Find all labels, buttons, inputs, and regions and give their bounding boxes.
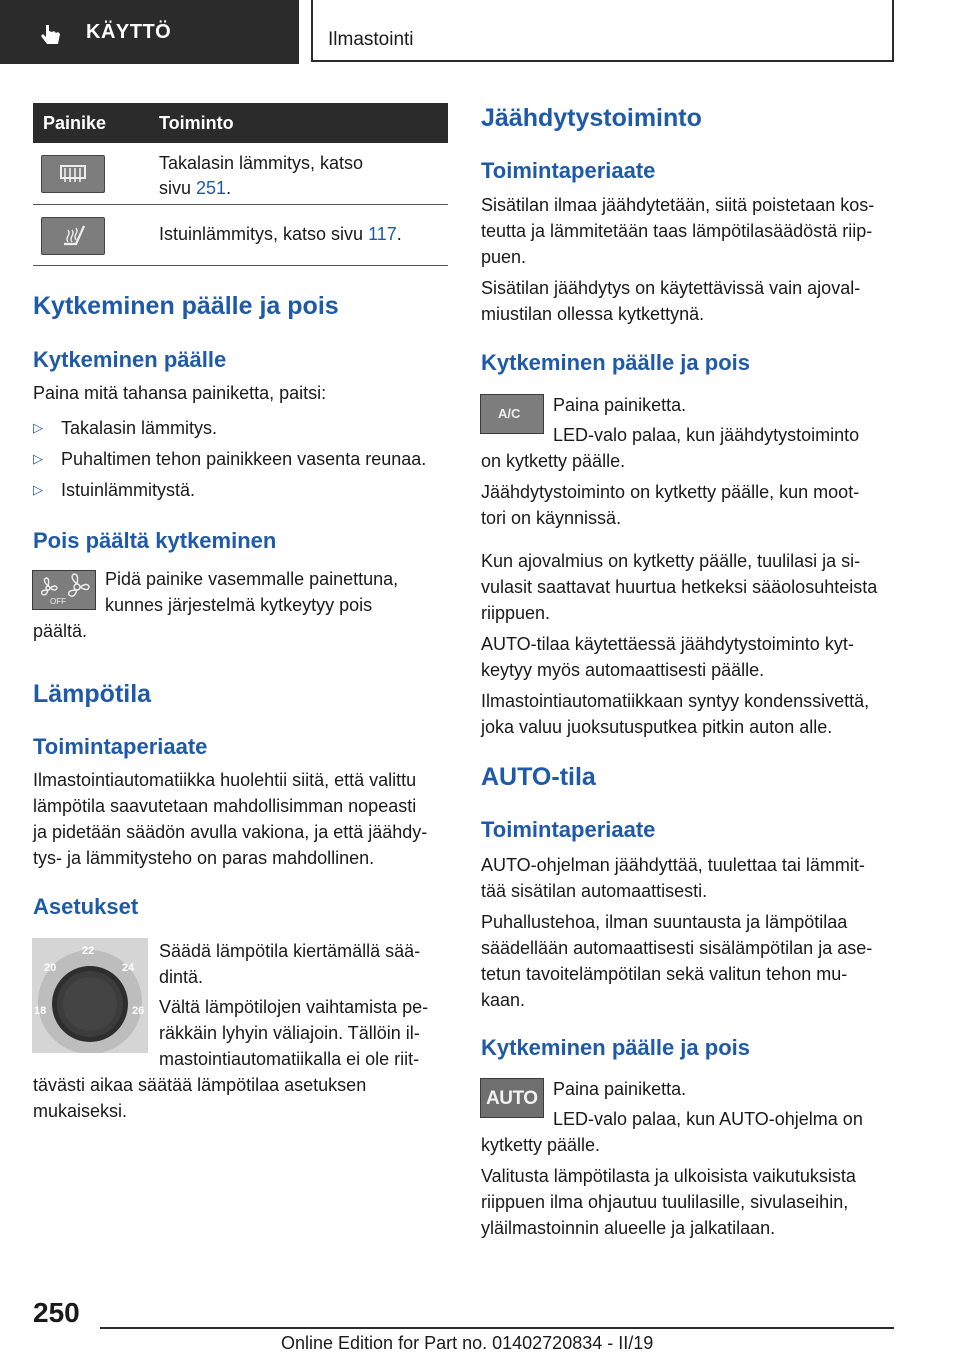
paragraph-line: on kytketty päälle. bbox=[481, 451, 626, 471]
page-number: 250 bbox=[33, 1297, 80, 1328]
page-link[interactable]: 251 bbox=[196, 178, 227, 198]
heading-principle: Toimintaperiaate bbox=[33, 734, 208, 759]
paragraph-line: miustilan ollessa kytkettynä. bbox=[481, 304, 705, 324]
paragraph-line: tetun tavoitelämpötilan sekä valitun tehon mu- bbox=[481, 964, 848, 984]
knob-mark-22: 22 bbox=[82, 945, 95, 957]
triangle-bullet-icon: ▷ bbox=[33, 451, 43, 466]
paragraph: Paina painiketta. bbox=[553, 1079, 687, 1099]
section-label: KÄYTTÖ bbox=[86, 21, 172, 43]
paragraph-line: Valitusta lämpötilasta ja ulkoisista vaikutuksista bbox=[481, 1166, 856, 1186]
page-link[interactable]: 117 bbox=[368, 223, 397, 244]
triangle-bullet-icon: ▷ bbox=[33, 420, 43, 435]
knob-mark-24: 24 bbox=[122, 962, 135, 974]
ac-button-icon: A/C bbox=[480, 394, 544, 434]
triangle-bullet-icon: ▷ bbox=[33, 482, 43, 497]
heading-auto-mode: AUTO-tila bbox=[481, 763, 596, 791]
heading-switch-on: Kytkeminen päälle bbox=[33, 347, 227, 372]
hand-icon bbox=[38, 22, 64, 48]
table-header-button: Painike bbox=[33, 103, 153, 143]
paragraph-line: säädellään automaattisesti sisälämpötilan ja ase- bbox=[481, 938, 873, 958]
paragraph-line: keytyy myös automaattisesti päälle. bbox=[481, 660, 765, 680]
paragraph-line: Jäähdytystoiminto on kytketty päälle, kun moot- bbox=[481, 482, 860, 502]
chapter-header bbox=[311, 0, 894, 62]
paragraph-line: tys- ja lämmitysteho on paras mahdollinen. bbox=[33, 848, 375, 868]
paragraph-line: kunnes järjestelmä kytkeytyy pois bbox=[105, 595, 373, 615]
paragraph-line: mastointiautomatiikalla ei ole riit- bbox=[159, 1049, 420, 1069]
paragraph-line: Pidä painike vasemmalle painettuna, bbox=[105, 569, 399, 589]
paragraph-line: puen. bbox=[481, 247, 527, 267]
paragraph-line: Ilmastointiautomatiikkaan syntyy kondenssivettä, bbox=[481, 691, 870, 711]
paragraph-line: joka valuu juoksutusputkea pitkin auton alle. bbox=[481, 717, 833, 737]
paragraph-line: LED-valo palaa, kun jäähdytystoiminto bbox=[553, 425, 860, 445]
paragraph-line: Sisätilan ilmaa jäähdytetään, siitä poistetaan kos- bbox=[481, 195, 875, 215]
paragraph-line: teutta ja lämmitetään taas lämpötilasäädöstä riip- bbox=[481, 221, 873, 241]
temperature-knob-image bbox=[32, 938, 148, 1053]
table-header-function: Toiminto bbox=[153, 103, 448, 143]
svg-text:OFF: OFF bbox=[50, 597, 66, 606]
rear-defrost-icon bbox=[41, 155, 105, 193]
paragraph-line: Kun ajovalmius on kytketty päälle, tuulilasi ja si- bbox=[481, 551, 861, 571]
paragraph-line: tori on käynnissä. bbox=[481, 508, 622, 528]
paragraph: Paina painiketta. bbox=[553, 395, 687, 415]
knob-mark-20: 20 bbox=[44, 962, 57, 974]
heading-onoff: Kytkeminen päälle ja pois bbox=[33, 292, 339, 320]
paragraph-line: riippuen. bbox=[481, 603, 551, 623]
fan-off-icon bbox=[32, 570, 96, 610]
table-cell-text: Istuinlämmitys, katso sivu 117. bbox=[153, 204, 448, 265]
heading-onoff: Kytkeminen päälle ja pois bbox=[481, 1035, 750, 1060]
paragraph-line: riippuen ilma ohjautuu tuulilasille, sivulaseihin, bbox=[481, 1192, 849, 1212]
paragraph-line: Säädä lämpötila kiertämällä sää- bbox=[159, 941, 421, 961]
paragraph-line: kaan. bbox=[481, 990, 526, 1010]
paragraph-line: Sisätilan jäähdytys on käytettävissä vain ajoval- bbox=[481, 278, 861, 298]
paragraph-line: kytketty päälle. bbox=[481, 1135, 601, 1155]
table-cell-text: Takalasin lämmitys, katso sivu 251. bbox=[153, 143, 448, 204]
paragraph: Paina mitä tahansa painiketta, paitsi: bbox=[33, 383, 327, 403]
heading-switch-off: Pois päältä kytkeminen bbox=[33, 528, 277, 553]
paragraph-line: Vältä lämpötilojen vaihtamista pe- bbox=[159, 997, 429, 1017]
section-tab[interactable] bbox=[0, 0, 299, 64]
paragraph-line: Puhallustehoa, ilman suuntausta ja lämpötilaa bbox=[481, 912, 848, 932]
heading-settings: Asetukset bbox=[33, 894, 139, 919]
auto-button-icon: AUTO bbox=[480, 1078, 544, 1118]
paragraph-line: vulasit saattavat huurtua hetkeksi sääolosuhteista bbox=[481, 577, 878, 597]
paragraph-line: tää sisätilan automaattisesti. bbox=[481, 881, 708, 901]
paragraph-line: LED-valo palaa, kun AUTO-ohjelma on bbox=[553, 1109, 863, 1129]
table-row bbox=[33, 143, 448, 204]
heading-onoff: Kytkeminen päälle ja pois bbox=[481, 350, 750, 375]
paragraph-line: dintä. bbox=[159, 967, 204, 987]
heading-temperature: Lämpötila bbox=[33, 680, 152, 708]
paragraph-line: lämpötila saavutetaan mahdollisimman nopeasti bbox=[33, 796, 417, 816]
paragraph-line: mukaiseksi. bbox=[33, 1101, 128, 1121]
chapter-title: Ilmastointi bbox=[328, 29, 414, 50]
paragraph-line: tävästi aikaa säätää lämpötilaa asetuksen bbox=[33, 1075, 367, 1095]
paragraph-line: päältä. bbox=[33, 621, 88, 641]
heading-cooling: Jäähdytystoiminto bbox=[481, 104, 702, 132]
paragraph-line: räkkäin lyhyin väliajoin. Tällöin il- bbox=[159, 1023, 420, 1043]
knob-mark-26: 26 bbox=[132, 1005, 145, 1017]
paragraph-line: yläilmastoinnin alueelle ja jalkatilaan. bbox=[481, 1218, 776, 1238]
footer-divider bbox=[100, 1327, 894, 1329]
paragraph-line: ja pidetään säädön avulla vakiona, ja että jäähdy- bbox=[33, 822, 428, 842]
knob-mark-18: 18 bbox=[34, 1005, 47, 1017]
seat-heating-icon bbox=[41, 217, 105, 255]
table-row bbox=[33, 204, 448, 265]
paragraph-line: AUTO-ohjelman jäähdyttää, tuulettaa tai lämmit- bbox=[481, 855, 865, 875]
paragraph-line: Ilmastointiautomatiikka huolehtii siitä, että valittu bbox=[33, 770, 417, 790]
heading-principle: Toimintaperiaate bbox=[481, 817, 656, 842]
paragraph-line: AUTO-tilaa käytettäessä jäähdytystoiminto kyt- bbox=[481, 634, 854, 654]
heading-principle: Toimintaperiaate bbox=[481, 158, 656, 183]
edition-text: Online Edition for Part no. 01402720834 - II/19 bbox=[281, 1333, 654, 1353]
button-table bbox=[33, 103, 448, 266]
